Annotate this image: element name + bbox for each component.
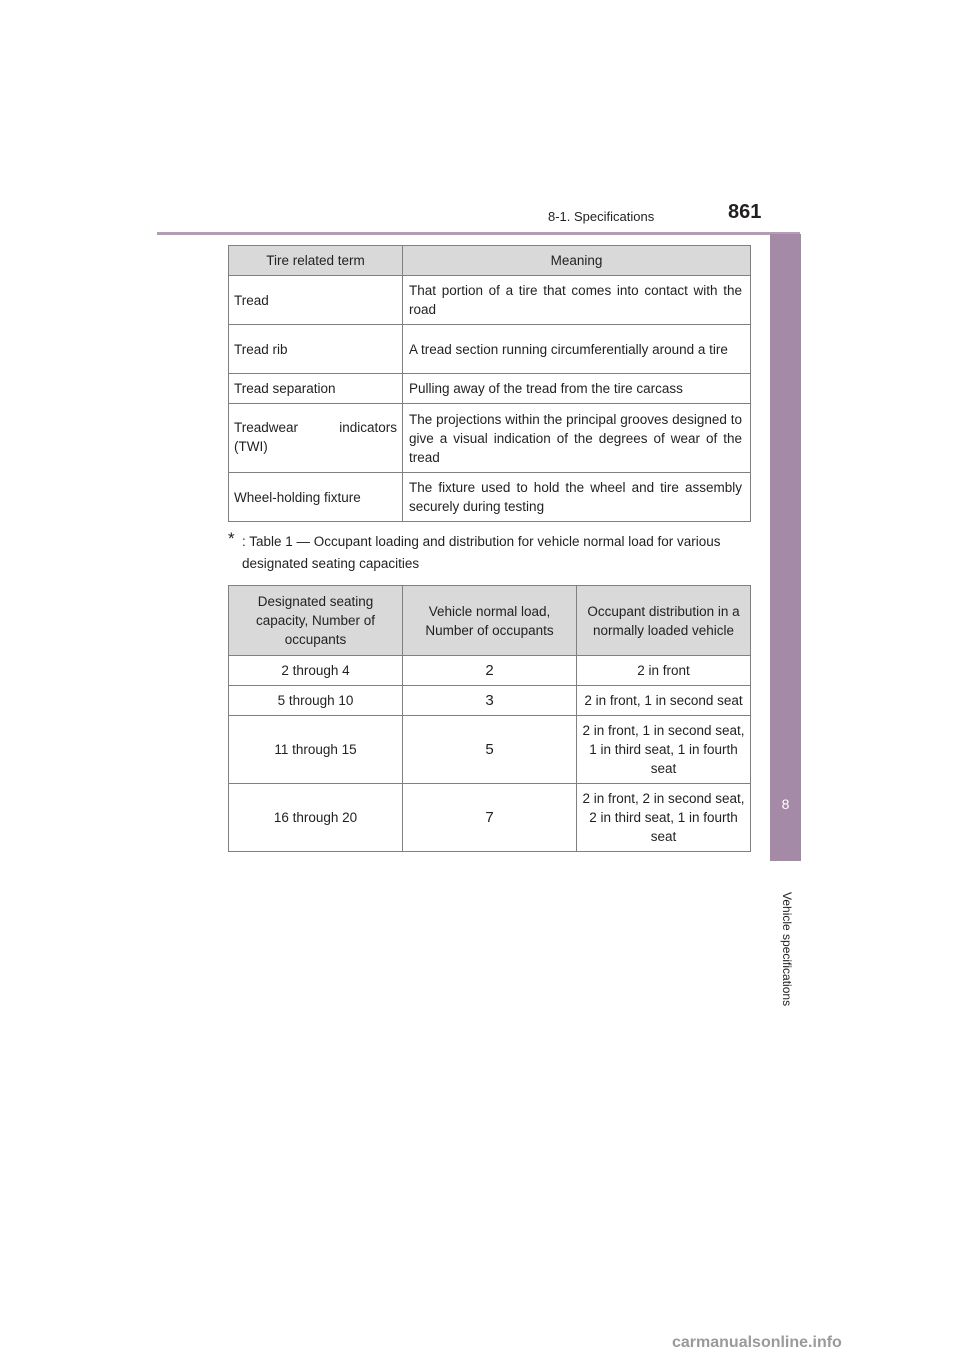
distribution-cell: 2 in front, 1 in second seat, 1 in third seat, 1 in fourth seat — [577, 716, 751, 784]
chapter-tab — [770, 234, 801, 861]
footnote-line-1: : Table 1 — Occupant loading and distribution for vehicle normal load for various — [242, 534, 721, 549]
header-divider — [157, 232, 800, 235]
occupant-load-table — [228, 585, 751, 852]
meaning-cell: The projections within the principal grooves designed to give a visual indication of the degrees of wear of the tread — [403, 404, 751, 473]
table-row — [229, 325, 751, 374]
normal-load-cell: 5 — [403, 716, 577, 784]
term-cell: Tread rib — [229, 325, 403, 374]
table-row — [229, 656, 751, 686]
column-header-meaning: Meaning — [403, 246, 751, 276]
capacity-cell: 16 through 20 — [229, 784, 403, 852]
chapter-number: 8 — [781, 796, 790, 812]
term-cell: Treadwear indicators (TWI) — [229, 404, 403, 473]
table-row — [229, 686, 751, 716]
term-cell: Tread separation — [229, 374, 403, 404]
table-row — [229, 276, 751, 325]
footnote-line-2: designated seating capacities — [242, 556, 420, 571]
distribution-cell: 2 in front — [577, 656, 751, 686]
table-row — [229, 784, 751, 852]
page-number: 861 — [728, 201, 762, 223]
section-title: 8-1. Specifications — [548, 209, 655, 224]
meaning-cell: A tread section running circumferentially around a tire — [403, 325, 751, 374]
column-header-capacity: Designated seating capacity, Number of occupants — [229, 586, 403, 656]
normal-load-cell: 2 — [403, 656, 577, 686]
meaning-cell: The fixture used to hold the wheel and tire assembly securely during testing — [403, 473, 751, 522]
column-header-distribution: Occupant distribution in a normally loaded vehicle — [577, 586, 751, 656]
chapter-label: Vehicle specifications — [780, 892, 794, 1007]
meaning-cell: That portion of a tire that comes into contact with the road — [403, 276, 751, 325]
table-row — [229, 473, 751, 522]
distribution-cell: 2 in front, 2 in second seat, 2 in third seat, 1 in fourth seat — [577, 784, 751, 852]
table-header-row — [229, 586, 751, 656]
term-cell: Tread — [229, 276, 403, 325]
distribution-cell: 2 in front, 1 in second seat — [577, 686, 751, 716]
capacity-cell: 5 through 10 — [229, 686, 403, 716]
table-row — [229, 716, 751, 784]
footnote-marker: * — [228, 529, 235, 548]
tire-terms-table — [228, 245, 751, 522]
column-header-normal-load: Vehicle normal load, Number of occupants — [403, 586, 577, 656]
capacity-cell: 2 through 4 — [229, 656, 403, 686]
meaning-cell: Pulling away of the tread from the tire carcass — [403, 374, 751, 404]
column-header-term: Tire related term — [229, 246, 403, 276]
capacity-cell: 11 through 15 — [229, 716, 403, 784]
term-cell: Wheel-holding fixture — [229, 473, 403, 522]
site-watermark: carmanualsonline.info — [672, 1334, 842, 1351]
normal-load-cell: 3 — [403, 686, 577, 716]
table-header-row — [229, 246, 751, 276]
normal-load-cell: 7 — [403, 784, 577, 852]
table-row — [229, 374, 751, 404]
table-row — [229, 404, 751, 473]
